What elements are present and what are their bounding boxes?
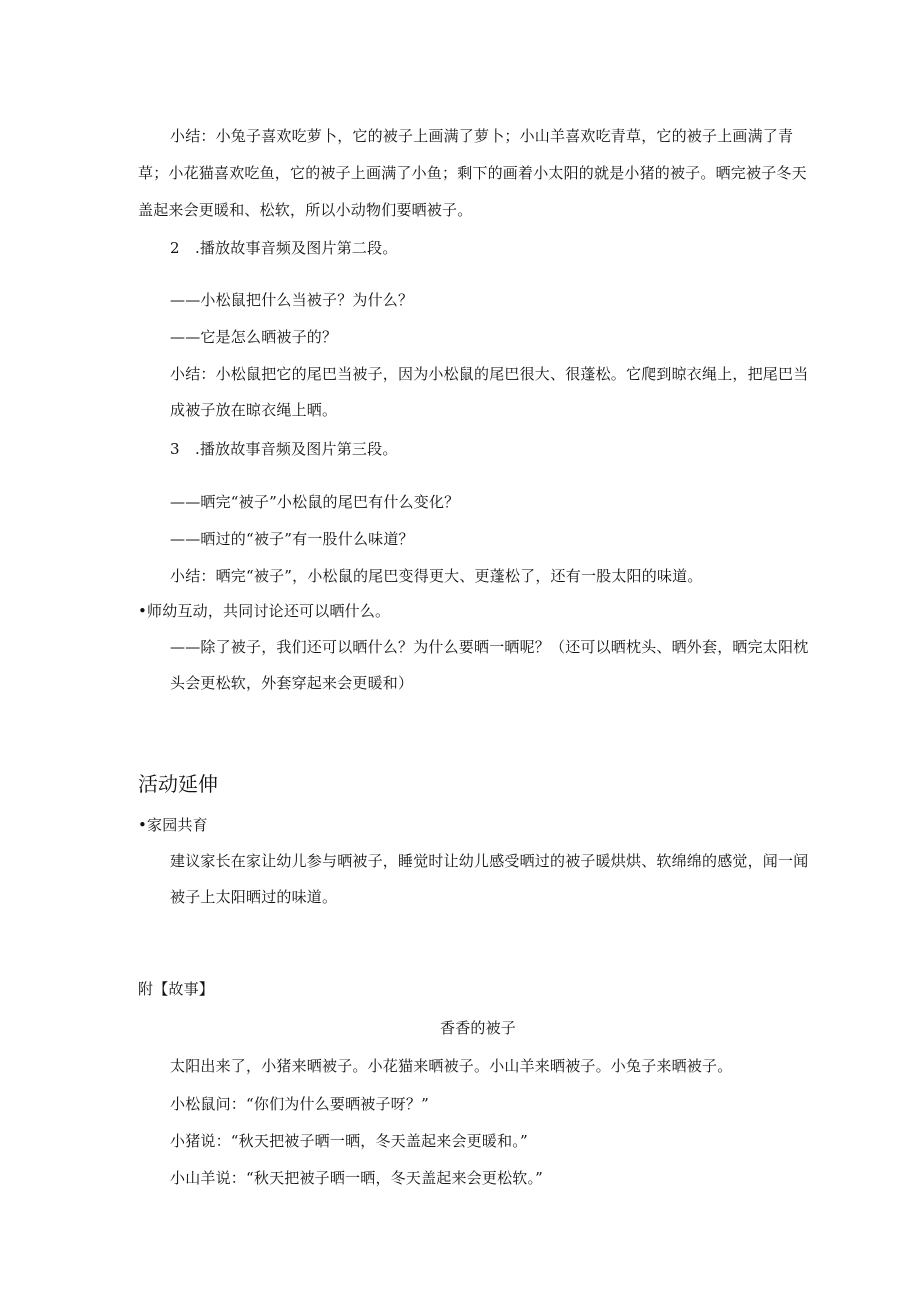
story-line-4: 小山羊说：“秋天把被子晒一晒，冬天盖起来会更松软。”	[170, 1169, 544, 1187]
story-line-3: 小猪说：“秋天把被子晒一晒，冬天盖起来会更暖和。”	[170, 1132, 528, 1150]
summary-1-line-2: 草；小花猫喜欢吃鱼，它的被子上画满了小鱼；剩下的画着小太阳的就是小猪的被子。晒完被子冬天	[138, 164, 807, 182]
question-3a: ——晒完“被子”小松鼠的尾巴有什么变化？	[170, 493, 460, 511]
summary-3: 小结：晒完“被子”，小松鼠的尾巴变得更大、更蓬松了，还有一股太阳的味道。	[170, 567, 703, 585]
question-2a: ——小松鼠把什么当被子？为什么？	[170, 291, 414, 309]
extension-body-line-1: 建议家长在家让幼儿参与晒被子，睡觉时让幼儿感受晒过的被子暖烘烘、软绵绵的感觉，闻一闻	[170, 852, 809, 870]
story-title: 香香的被子	[440, 1019, 517, 1037]
step-3-heading: 3 .播放故事音频及图片第三段。	[170, 440, 398, 458]
question-2b: ——它是怎么晒被子的？	[170, 328, 338, 346]
discussion-line-2: 头会更松软，外套穿起来会更暖和）	[170, 674, 414, 692]
summary-1-line-3: 盖起来会更暖和、松软，所以小动物们要晒被子。	[138, 201, 473, 219]
extension-bullet: •家园共育	[138, 816, 208, 834]
discussion-line-1: ——除了被子，我们还可以晒什么？为什么要晒一晒呢？（还可以晒枕头、晒外套，晒完太阳枕	[170, 638, 809, 656]
extension-body-line-2: 被子上太阳晒过的味道。	[170, 888, 338, 906]
question-3b: ——晒过的“被子”有一股什么味道？	[170, 530, 414, 548]
section-heading-extension: 活动延伸	[138, 772, 218, 796]
story-line-1: 太阳出来了，小猪来晒被子。小花猫来晒被子。小山羊来晒被子。小兔子来晒被子。	[170, 1057, 733, 1075]
summary-2-line-1: 小结：小松鼠把它的尾巴当被子，因为小松鼠的尾巴很大、很蓬松。它爬到晾衣绳上，把尾巴当	[170, 365, 809, 383]
step-2-heading: 2 .播放故事音频及图片第二段。	[170, 239, 398, 257]
appendix-label: 附【故事】	[138, 980, 215, 998]
summary-2-line-2: 成被子放在晾衣绳上晒。	[170, 401, 338, 419]
summary-1-line-1: 小结：小兔子喜欢吃萝卜，它的被子上画满了萝卜；小山羊喜欢吃青草，它的被子上画满了青	[170, 127, 794, 145]
story-line-2: 小松鼠问：“你们为什么要晒被子呀？”	[170, 1095, 429, 1113]
interaction-bullet: •师幼互动，共同讨论还可以晒什么。	[138, 602, 391, 620]
